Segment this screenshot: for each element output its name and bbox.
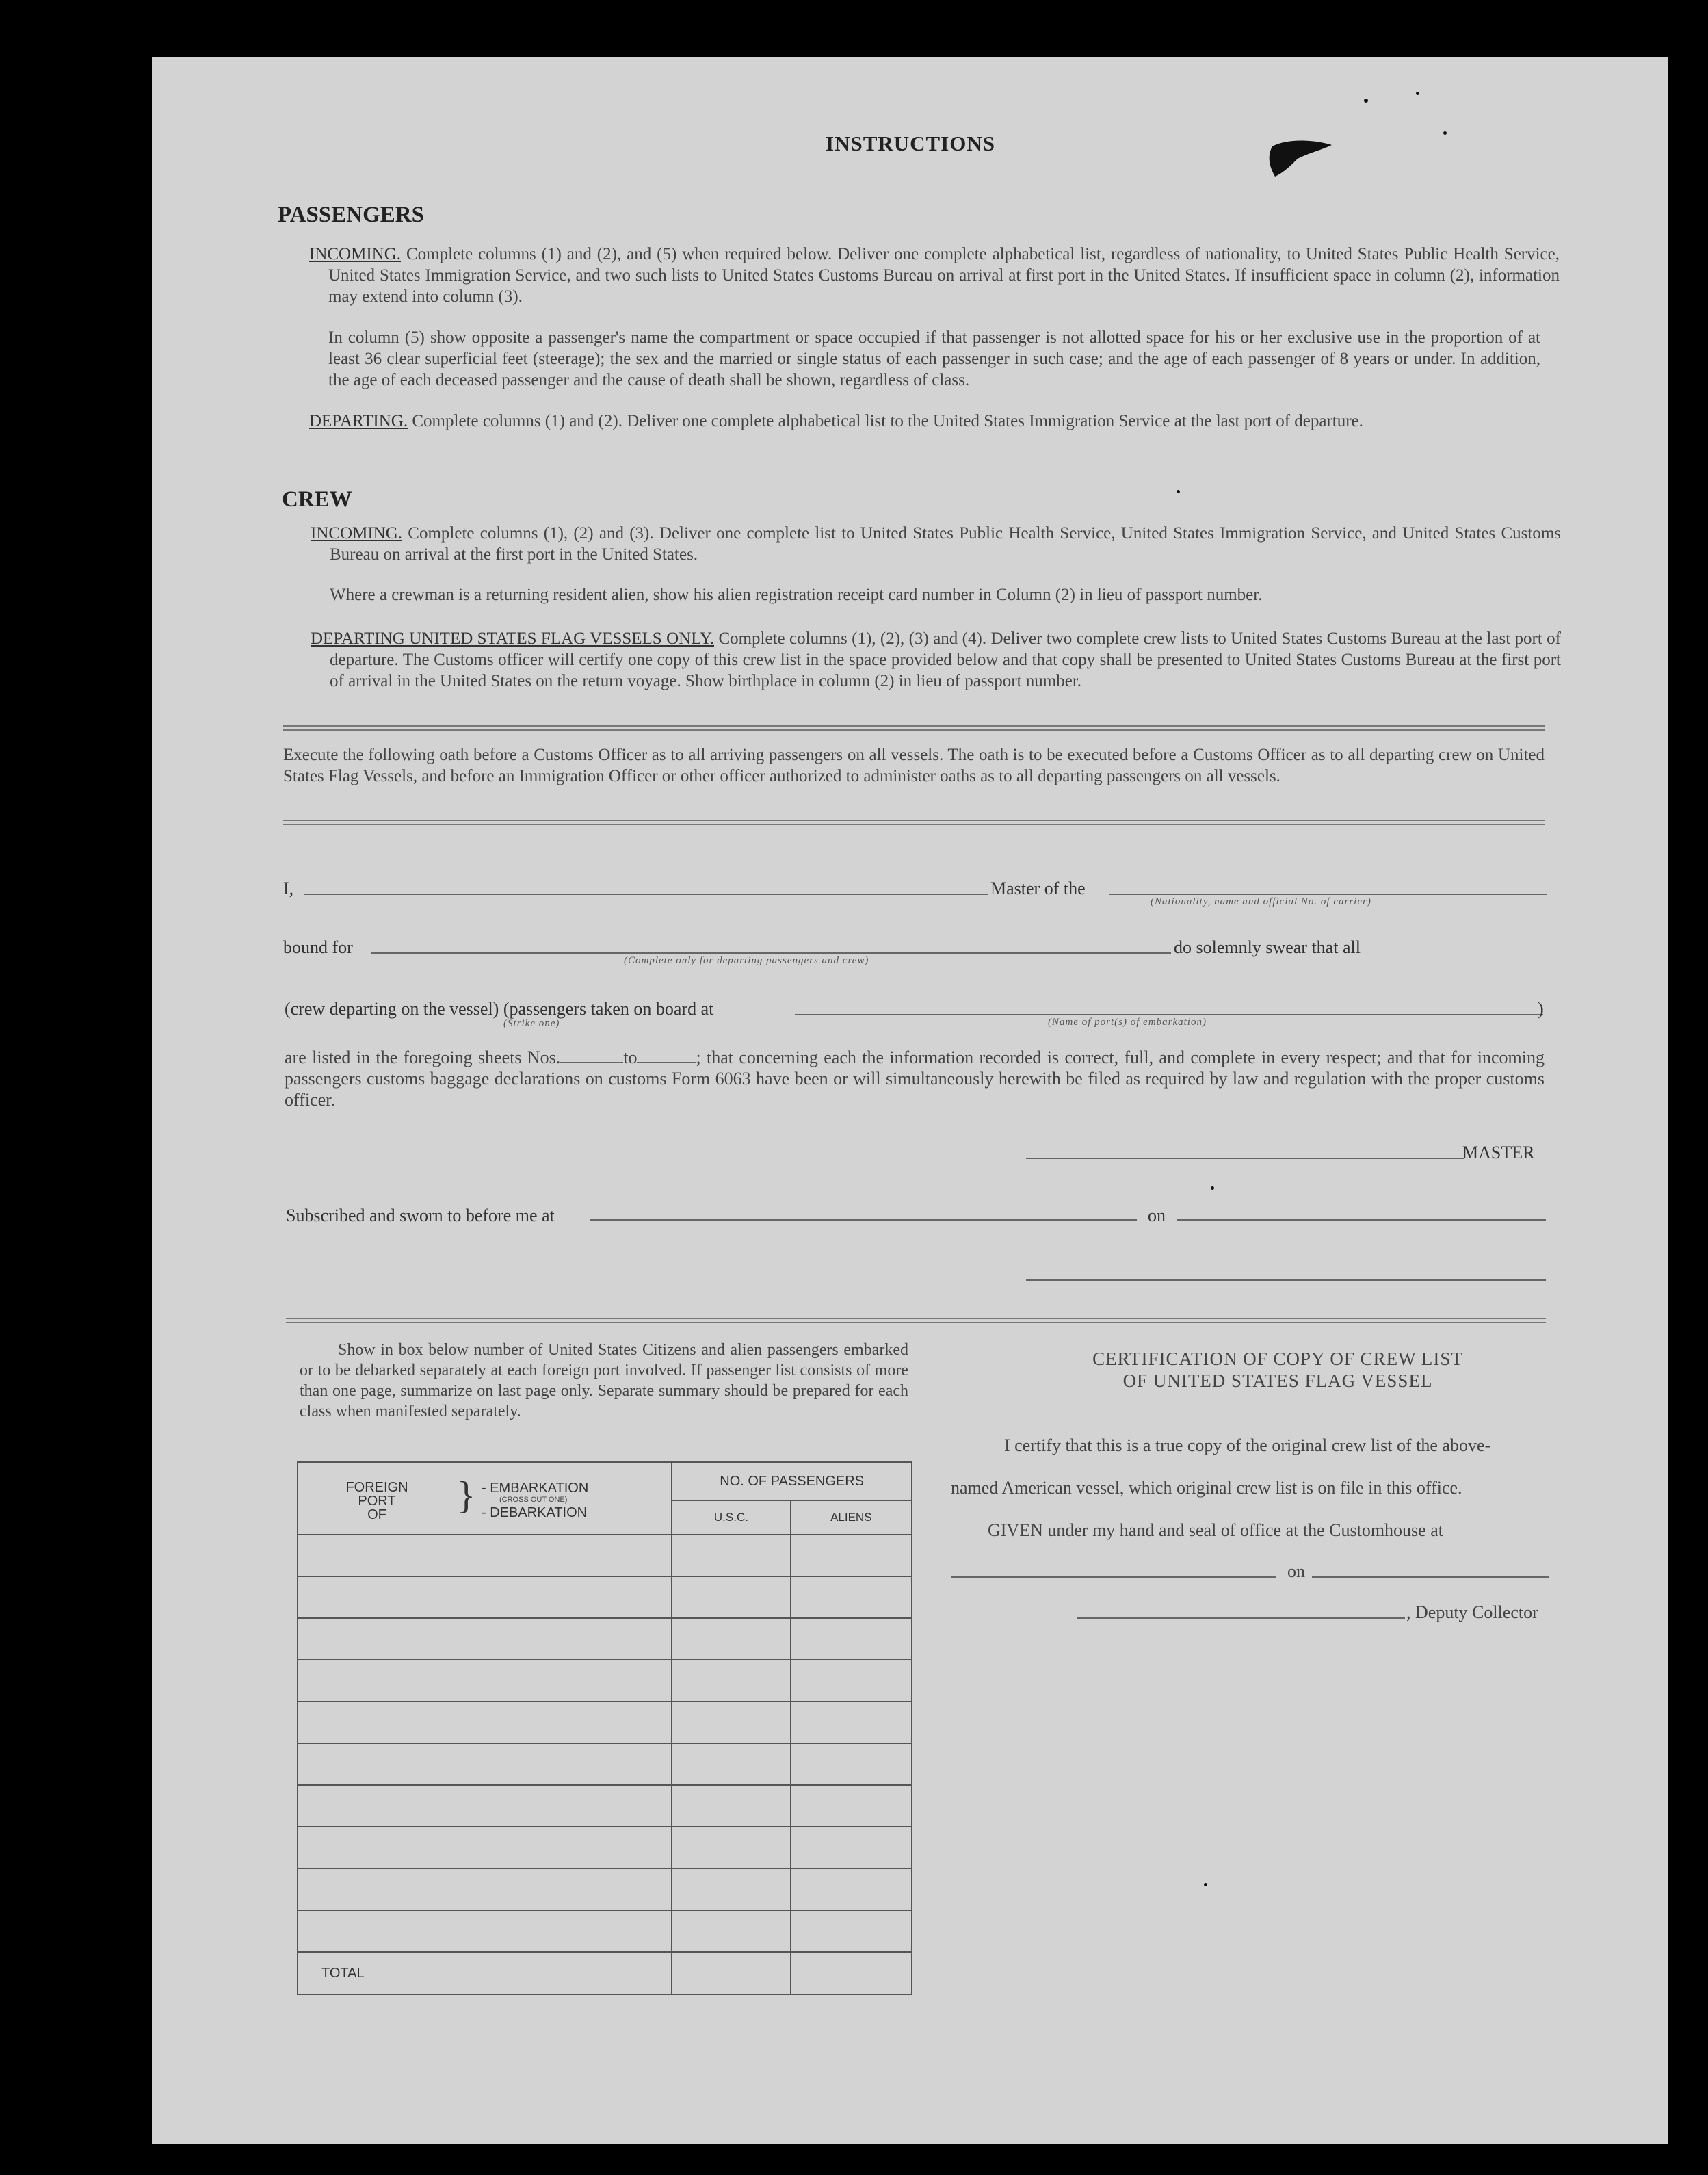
debarkation-label: - DEBARKATION: [482, 1505, 588, 1520]
passengers-departing-text: Complete columns (1) and (2). Deliver one complete alphabetical list to the United States Immigration Service at the last port of departure.: [408, 412, 1363, 430]
sheets-to-field[interactable]: [637, 1048, 696, 1063]
certification-title-line1: CERTIFICATION OF COPY OF CREW LIST: [1092, 1349, 1463, 1369]
scan-speck: [1443, 131, 1447, 135]
passengers-incoming-text: Complete columns (1) and (2), and (5) when required below. Deliver one complete alphabetical list, regardless of nationality, to United States Public Health Service, United States Immigration Service, and two such lists to United States Customs Bureau on arrival at first port in the United States. If insufficient space in column (2), information may extend into column (3).: [328, 245, 1560, 306]
scan-speck: [1211, 1186, 1214, 1190]
passengers-incoming-paragraph: [309, 244, 1560, 307]
section-divider: [283, 820, 1545, 825]
deputy-signature-field[interactable]: [1077, 1617, 1405, 1619]
aliens-header: ALIENS: [791, 1500, 912, 1535]
master-name-field[interactable]: [304, 894, 988, 895]
passengers-column5-paragraph: In column (5) show opposite a passenger's name the compartment or space occupied if that passenger is not allotted space for his or her exclusive use in the proportion of at least 36 clear superficial feet (steerage); the sex and the married or single status of each passenger in such case; and the age of each passenger of 8 years or under. In addition, the age of each deceased passenger and the cause of death shall be shown, regardless of class.: [328, 328, 1540, 389]
port-cell[interactable]: [298, 1576, 672, 1618]
total-label: TOTAL: [298, 1952, 672, 1994]
certification-title-line2: OF UNITED STATES FLAG VESSEL: [1122, 1370, 1433, 1391]
swear-label: do solemnly swear that all: [1174, 937, 1361, 957]
listed-to: to: [623, 1047, 638, 1067]
usc-cell[interactable]: [672, 1868, 790, 1910]
crew-incoming-text: Complete columns (1), (2) and (3). Deliver one complete list to United States Public Health Service, United States Immigration Service, and United States Customs Bureau on arrival at the first port in the United States.: [330, 524, 1561, 564]
no-of-passengers-header: NO. OF PASSENGERS: [672, 1462, 912, 1500]
crew-departing-text: Complete columns (1), (2), (3) and (4). Deliver two complete crew lists to United States Customs Bureau at the last port of departure. The Customs officer will certify one copy of this crew list in the space provided below and that copy shall be presented to United States Customs Bureau at the first port of arrival in the United States on the return voyage. Show birthplace in column (2) in lieu of passport number.: [330, 629, 1561, 690]
embarkation-port-field[interactable]: [795, 1014, 1543, 1015]
usc-cell[interactable]: [672, 1827, 790, 1868]
total-aliens-cell[interactable]: [791, 1952, 912, 1994]
close-paren: ): [1538, 999, 1544, 1019]
scan-speck: [1177, 490, 1180, 493]
oath-instructions-paragraph: Execute the following oath before a Customs Officer as to all arriving passengers on all vessels. The oath is to be executed before a Customs Officer as to all departing crew on United States Flag Vessels, and before an Immigration Officer or other officer authorized to administer oaths as to all departing passengers on all vessels.: [283, 746, 1545, 785]
cert-on-label: on: [1287, 1561, 1305, 1581]
scan-speck: [1204, 1883, 1207, 1886]
section-divider: [286, 1318, 1546, 1323]
of-label: OF: [367, 1507, 386, 1522]
port-cell[interactable]: [298, 1702, 672, 1743]
sworn-on-label: on: [1148, 1206, 1166, 1225]
usc-cell[interactable]: [672, 1743, 790, 1785]
strike-one-hint: (Strike one): [503, 1018, 560, 1029]
usc-cell[interactable]: [672, 1535, 790, 1576]
sworn-place-field[interactable]: [590, 1219, 1137, 1221]
embarkation-label: - EMBARKATION: [482, 1481, 589, 1496]
bound-for-hint: (Complete only for departing passengers and crew): [624, 955, 869, 966]
document-page: [152, 57, 1668, 2144]
port-cell[interactable]: [298, 1618, 672, 1660]
bound-for-field[interactable]: [371, 952, 1171, 954]
sheets-from-field[interactable]: [560, 1048, 623, 1063]
carrier-field[interactable]: [1109, 894, 1547, 895]
certify-text: I certify that this is a true copy of the original crew list of the above-: [1004, 1435, 1491, 1455]
passenger-summary-table: [297, 1461, 912, 1995]
crew-departing-lead: DEPARTING UNITED STATES FLAG VESSELS ONLY.: [311, 629, 715, 648]
ink-blot-mark: [1260, 133, 1335, 181]
master-of-label: Master of the: [990, 878, 1086, 898]
sworn-date-field[interactable]: [1177, 1219, 1546, 1221]
listed-suffix: ; that concerning each the information recorded is correct, full, and complete in every respect; and that for incoming passengers customs baggage declarations on customs Form 6063 have been or will simultaneously herewith be filed as required by law and regulation with the proper customs officer.: [285, 1047, 1545, 1110]
aliens-cell[interactable]: [791, 1535, 912, 1576]
usc-cell[interactable]: [672, 1660, 790, 1702]
instructions-title: INSTRUCTIONS: [826, 131, 996, 155]
aliens-cell[interactable]: [791, 1827, 912, 1868]
passengers-incoming-lead: INCOMING.: [309, 245, 402, 263]
given-text: GIVEN under my hand and seal of office at the Customhouse at: [988, 1520, 1443, 1540]
listed-sheets-paragraph: [285, 1047, 1545, 1110]
officer-signature-field[interactable]: [1026, 1279, 1546, 1281]
crew-returning-paragraph: Where a crewman is a returning resident alien, show his alien registration receipt card number in Column (2) in lieu of passport number.: [330, 586, 1263, 604]
passengers-departing-lead: DEPARTING.: [309, 412, 408, 430]
cross-out-label: (CROSS OUT ONE): [499, 1496, 568, 1504]
total-usc-cell[interactable]: [672, 1952, 790, 1994]
summary-instructions: Show in box below number of United States Citizens and alien passengers embarked or to be debarked separately at each foreign port involved. If passenger list consists of more than one page, summarize on last page only. Separate summary should be prepared for each class when manifested separately.: [300, 1341, 908, 1420]
customhouse-field[interactable]: [951, 1576, 1276, 1578]
port-cell[interactable]: [298, 1535, 672, 1576]
crew-heading: CREW: [282, 487, 352, 512]
usc-cell[interactable]: [672, 1618, 790, 1660]
passengers-heading: PASSENGERS: [278, 203, 424, 227]
oath-i-label: I,: [283, 878, 294, 898]
embarkation-hint: (Name of port(s) of embarkation): [1048, 1017, 1207, 1028]
aliens-cell[interactable]: [791, 1660, 912, 1702]
usc-header: U.S.C.: [672, 1500, 790, 1535]
crew-passengers-label: (crew departing on the vessel) (passengers taken on board at: [285, 999, 714, 1019]
crew-incoming-paragraph: [311, 523, 1561, 565]
deputy-label: , Deputy Collector: [1406, 1602, 1538, 1622]
usc-cell[interactable]: [672, 1910, 790, 1952]
subscribed-label: Subscribed and sworn to before me at: [286, 1206, 555, 1225]
carrier-hint: (Nationality, name and official No. of carrier): [1151, 896, 1371, 907]
foreign-label: FOREIGN: [345, 1480, 408, 1495]
master-label: MASTER: [1462, 1143, 1535, 1162]
port-header-cell: [298, 1462, 672, 1535]
aliens-cell[interactable]: [791, 1785, 912, 1827]
aliens-cell[interactable]: [791, 1910, 912, 1952]
master-signature-field[interactable]: [1026, 1158, 1464, 1159]
usc-cell[interactable]: [672, 1702, 790, 1743]
listed-prefix: are listed in the foregoing sheets Nos.: [285, 1047, 561, 1067]
aliens-cell[interactable]: [791, 1868, 912, 1910]
port-cell[interactable]: [298, 1743, 672, 1785]
brace-mark: }: [457, 1474, 475, 1517]
port-cell[interactable]: [298, 1660, 672, 1702]
port-cell[interactable]: [298, 1785, 672, 1827]
aliens-cell[interactable]: [791, 1743, 912, 1785]
aliens-cell[interactable]: [791, 1576, 912, 1618]
aliens-cell[interactable]: [791, 1618, 912, 1660]
scan-speck: [1416, 92, 1419, 95]
scan-speck: [1364, 99, 1368, 103]
cert-date-field[interactable]: [1312, 1576, 1549, 1578]
port-cell[interactable]: [298, 1827, 672, 1868]
bound-for-label: bound for: [283, 937, 353, 957]
usc-cell[interactable]: [672, 1785, 790, 1827]
crew-departing-paragraph: [311, 628, 1561, 692]
port-cell[interactable]: [298, 1868, 672, 1910]
usc-cell[interactable]: [672, 1576, 790, 1618]
certification-title: [1038, 1348, 1517, 1392]
port-label: PORT: [358, 1494, 396, 1509]
certify-text-2: named American vessel, which original crew list is on file in this office.: [951, 1478, 1462, 1498]
crew-incoming-lead: INCOMING.: [311, 524, 403, 543]
section-divider: [283, 725, 1545, 731]
passengers-departing-paragraph: [309, 411, 1560, 432]
port-cell[interactable]: [298, 1910, 672, 1952]
aliens-cell[interactable]: [791, 1702, 912, 1743]
